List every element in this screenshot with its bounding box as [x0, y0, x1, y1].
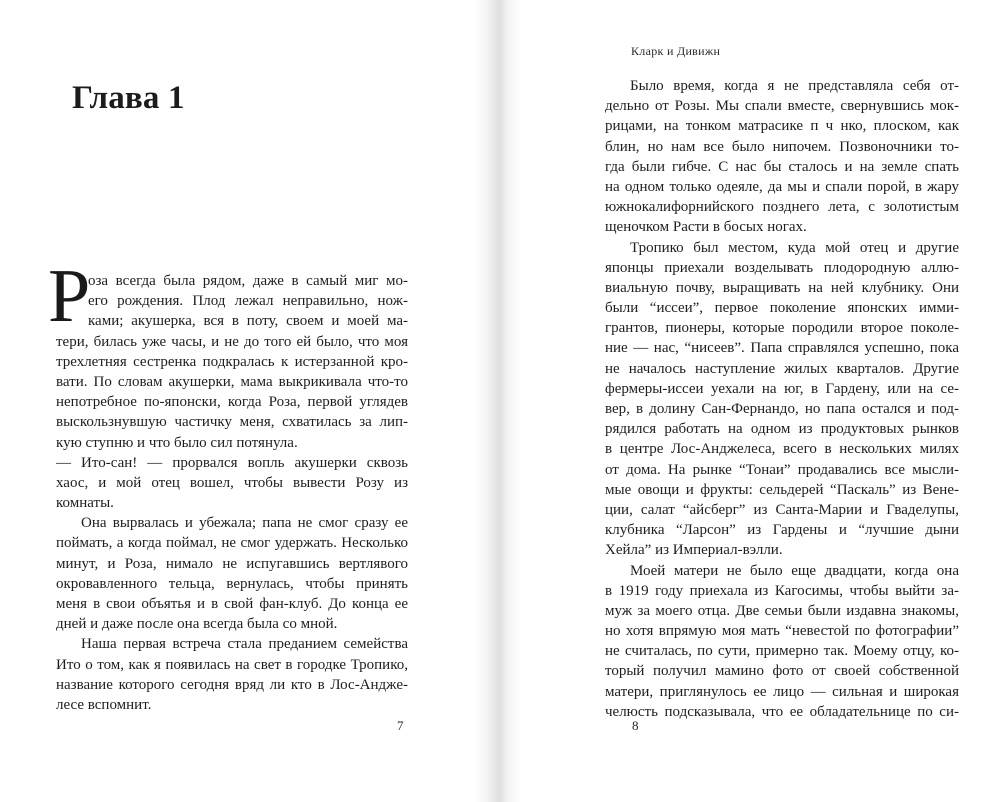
- page-number: 7: [397, 718, 404, 733]
- text-line: Она вырвалась и убежала; папа не смог сразу ее: [81, 515, 408, 532]
- left-body-text: [56, 271, 408, 715]
- text-line: выскользнувшую частичку меня, схватилась за лип-: [56, 414, 408, 431]
- text-line: Моей матери не было еще двадцати, когда она: [630, 562, 959, 579]
- text-line: виальную почву, выращивать на ней клубнику. Они: [605, 279, 959, 296]
- running-head: Кларк и Дивижн: [631, 44, 721, 58]
- text-line: рядился работать на одном из продуктовых рынков: [605, 421, 959, 438]
- text-line: — Ито-сан! — прорвался вопль акушерки сквозь: [56, 454, 408, 471]
- right-body-text: [605, 76, 959, 722]
- text-line: рицами, на тонком матрасике п ч нко, плоском, как: [605, 118, 959, 135]
- text-line: дельно от Розы. Мы спали вместе, свернувшись мок-: [605, 98, 959, 115]
- text-line: муж за моего отца. Две семьи были издавна знакомы,: [605, 602, 959, 619]
- text-line: мые овощи и фрукты: сельдерей “Паскаль” из Вене-: [605, 481, 959, 498]
- text-line: японцы приехали возделывать плодородную аллю-: [605, 259, 959, 276]
- text-line: непотребное по-японски, когда Роза, первой углядев: [56, 394, 408, 411]
- text-line: Хейла” из Империал-вэлли.: [605, 542, 783, 559]
- text-line: название которого сегодня вряд ли кто в Лос-Андже-: [56, 676, 408, 693]
- text-line: были “иссеи”, первое поколение японских имми-: [605, 300, 959, 317]
- drop-cap: Р: [48, 254, 91, 338]
- text-line: клубника “Ларсон” из Гардены и “лучшие дыни: [605, 522, 959, 539]
- gutter-shadow: [500, 0, 522, 802]
- chapter-title: Глава 1: [72, 80, 185, 116]
- text-line: от дома. На рынке “Тонаи” продавались все мысли-: [605, 461, 959, 478]
- page-number: 8: [632, 718, 639, 733]
- text-line: грантов, пионеры, которые породили второе поколе-: [605, 320, 959, 337]
- text-line: в 1919 году приехала из Кагосимы, чтобы выйти за-: [605, 582, 959, 599]
- gutter-shadow: [474, 0, 500, 802]
- text-line: минут, и Роза, нимало не испугавшись вертлявого: [56, 555, 408, 572]
- text-line: челюсть подсказывала, что ее обладательнице по си-: [605, 703, 959, 720]
- text-line: трехлетняя сестренка подкралась к истерзанной кро-: [56, 353, 408, 370]
- text-line: комнаты.: [56, 495, 114, 512]
- text-line: матери, приглянулось ее лицо — сильная и широкая: [605, 683, 959, 700]
- text-line: вати. По словам акушерки, мама выкрикивала что-то: [56, 373, 408, 390]
- text-line: гда были гибче. С нас бы сталось и на земле спать: [605, 158, 959, 175]
- text-line: торый получил мамино фото от своей собственной: [605, 663, 959, 680]
- text-line: Ито о том, как я появилась на свет в городке Тропико,: [56, 656, 408, 673]
- text-line: вер, в долину Сан-Фернандо, но папа остался и под-: [605, 401, 959, 417]
- text-line: дней и даже после она всегда была со мной.: [56, 616, 338, 633]
- text-line: его рождения. Плод лежал неправильно, нож-: [88, 293, 408, 310]
- text-line: поймать, а когда поймал, не смог удержать. Несколько: [56, 535, 408, 552]
- text-line: не считалась, по сути, примерно так. Моему отцу, ко-: [605, 643, 959, 660]
- text-line: ции, салат “айсберг” из Санта-Марии и Гваделупы,: [605, 501, 959, 518]
- text-line: кую ступню и что было сил потянула.: [56, 434, 298, 451]
- text-line: на одном только одеяле, да мы и спали порой, в жару: [605, 178, 959, 195]
- text-line: блин, но нам все было нипочем. Позвоночники то-: [605, 138, 959, 155]
- text-line: оза всегда была рядом, даже в самый миг мо-: [88, 273, 408, 289]
- text-line: ние — нас, “нисеев”. Папа справлялся успешно, пока: [605, 340, 959, 357]
- text-line: лесе вспомнит.: [56, 696, 152, 713]
- text-line: тери, билась уже часы, и не до того ей было, что моя: [56, 333, 408, 350]
- text-line: Наша первая встреча стала преданием семейства: [81, 636, 408, 653]
- text-line: но хотя впрямую моя мать “невестой по фотографии”: [605, 623, 959, 640]
- text-line: меня в свои объятья и в свой фан-клуб. До конца ее: [56, 596, 408, 612]
- text-line: в центре Лос-Анджелеса, всего в нескольких милях: [605, 441, 959, 458]
- text-line: не началось наступление жилых кварталов. Другие: [605, 360, 959, 377]
- text-line: хаос, и мой отец вошел, чтобы вывести Розу из: [56, 474, 408, 491]
- text-line: Тропико был местом, куда мой отец и другие: [630, 239, 959, 256]
- text-line: фермеры-иссеи уехали на юг, в Гардену, или на се-: [605, 380, 959, 397]
- text-line: окровавленного тельца, вернулась, чтобы принять: [56, 575, 408, 592]
- text-line: щеночком Расти в босых ногах.: [605, 219, 807, 236]
- text-line: Было время, когда я не представляла себя от-: [630, 78, 959, 94]
- text-line: ками; акушерка, вся в поту, своем и моей ма-: [88, 313, 408, 330]
- text-line: южнокалифорнийского позднего лета, с золотистым: [605, 199, 959, 216]
